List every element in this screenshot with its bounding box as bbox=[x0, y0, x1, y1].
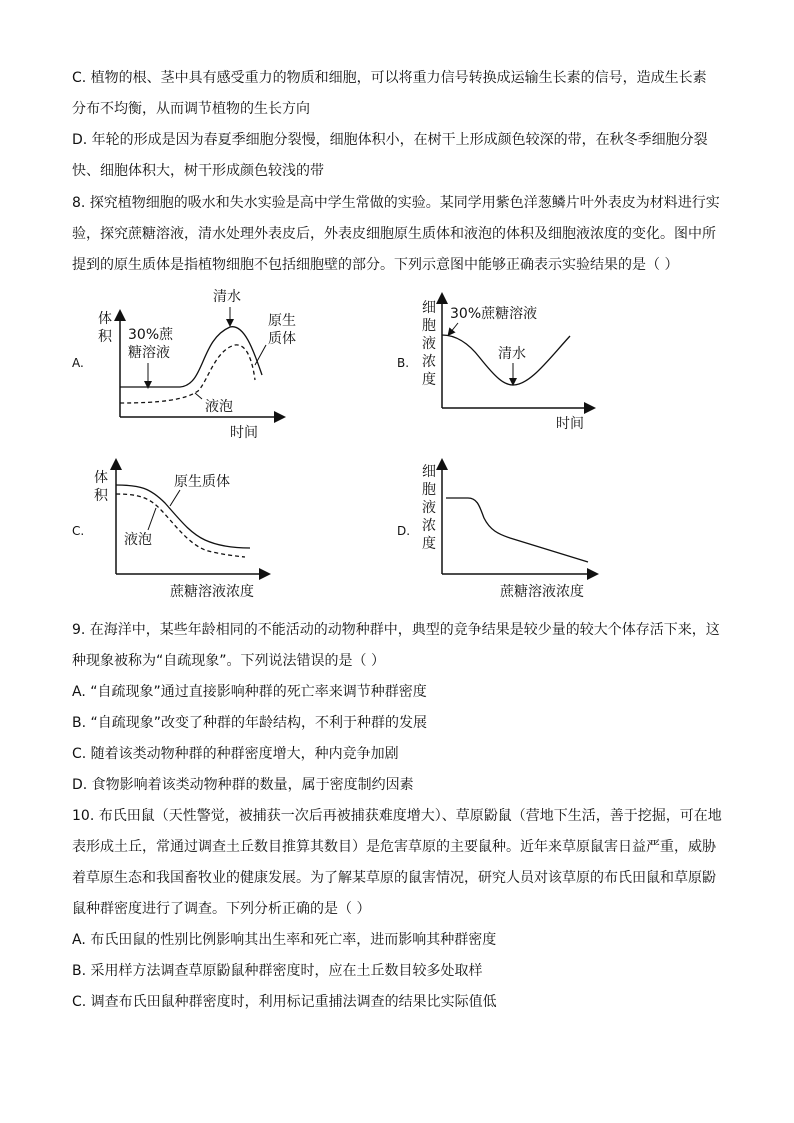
figure-a-ann-proto-1: 原生 bbox=[268, 313, 296, 329]
figure-a-ylabel-2: 积 bbox=[98, 329, 112, 345]
q9-stem-line2: 种现象被称为“自疏现象”。下列说法错误的是（ ） bbox=[72, 653, 385, 669]
figure-c-ylabel-2: 积 bbox=[94, 488, 108, 504]
figure-c-letter: C. bbox=[72, 524, 85, 538]
figure-d-concentration-curve bbox=[446, 498, 588, 562]
figure-c-xlabel: 蔗糖溶液浓度 bbox=[170, 584, 254, 600]
figure-c-vacuole-leader bbox=[148, 508, 156, 530]
figure-b-ylabel-1: 细 bbox=[422, 300, 436, 316]
q7-option-c-line2: 分布不均衡，从而调节植物的生长方向 bbox=[72, 101, 310, 117]
figure-a-letter: A. bbox=[72, 356, 84, 370]
figure-a-xlabel: 时间 bbox=[230, 425, 258, 441]
figure-c-ann-proto: 原生质体 bbox=[174, 474, 230, 490]
figure-b-ylabel-2: 胞 bbox=[422, 318, 436, 334]
figure-b-sucrose-arrow bbox=[450, 323, 458, 333]
figure-d bbox=[418, 458, 618, 606]
figure-a-proto-leader bbox=[255, 345, 266, 365]
q10-option-c: C. 调查布氏田鼠种群密度时，利用标记重捕法调查的结果比实际值低 bbox=[72, 994, 497, 1010]
figure-d-ylabel-2: 胞 bbox=[422, 482, 436, 498]
figure-b-xlabel: 时间 bbox=[556, 416, 584, 432]
figure-d-ylabel-1: 细 bbox=[422, 464, 436, 480]
q9-option-d: D. 食物影响着该类动物种群的数量，属于密度制约因素 bbox=[72, 777, 414, 793]
figure-b-ann-sucrose: 30%蔗糖溶液 bbox=[450, 306, 538, 322]
q10-option-a: A. 布氏田鼠的性别比例影响其出生率和死亡率，进而影响其种群密度 bbox=[72, 932, 497, 948]
figure-b-ylabel-5: 度 bbox=[422, 372, 436, 388]
q9-option-a: A. “自疏现象”通过直接影响种群的死亡率来调节种群密度 bbox=[72, 684, 427, 700]
q7-option-d-line2: 快、细胞体积大，树干形成颜色较浅的带 bbox=[72, 163, 324, 179]
q8-stem-line2: 验，探究蔗糖溶液，清水处理外表皮后，外表皮细胞原生质体和液泡的体积及细胞液浓度的变化。图中所 bbox=[72, 226, 716, 242]
figure-a-ann-sucrose-2: 糖溶液 bbox=[128, 345, 170, 361]
q9-option-b: B. “自疏现象”改变了种群的年龄结构，不利于种群的发展 bbox=[72, 715, 428, 731]
figure-c-ann-vacuole: 液泡 bbox=[124, 532, 152, 548]
figure-c bbox=[90, 458, 310, 606]
figure-b-ylabel-3: 液 bbox=[422, 336, 436, 352]
figure-a-ann-vacuole: 液泡 bbox=[205, 399, 233, 415]
figure-d-ylabel-4: 浓 bbox=[422, 518, 436, 534]
figure-a-ann-proto-2: 质体 bbox=[268, 331, 296, 347]
q8-stem-line3: 提到的原生质体是指植物细胞不包括细胞壁的部分。下列示意图中能够正确表示实验结果的是（ ） bbox=[72, 257, 679, 273]
q10-stem-line2: 表形成土丘，常通过调查土丘数目推算其数目）是危害草原的主要鼠种。近年来草原鼠害日益严重，威胁 bbox=[72, 839, 716, 855]
q9-stem-line1: 9. 在海洋中，某些年龄相同的不能活动的动物种群中，典型的竞争结果是较少量的较大个体存活下来，这 bbox=[72, 622, 720, 638]
q10-stem-line3: 着草原生态和我国畜牧业的健康发展。为了解某草原的鼠害情况，研究人员对该草原的布氏田鼠和草原鼢 bbox=[72, 870, 716, 886]
figure-d-xlabel: 蔗糖溶液浓度 bbox=[500, 584, 584, 600]
figure-b-letter: B. bbox=[397, 356, 410, 370]
q10-option-b: B. 采用样方法调查草原鼢鼠种群密度时，应在土丘数目较多处取样 bbox=[72, 963, 483, 979]
q9-option-c: C. 随着该类动物种群的种群密度增大，种内竞争加剧 bbox=[72, 746, 399, 762]
q10-stem-line1: 10. 布氏田鼠（天性警觉，被捕获一次后再被捕获难度增大）、草原鼢鼠（营地下生活，善于挖掘，可在地 bbox=[72, 808, 722, 824]
figure-a-ylabel-1: 体 bbox=[98, 311, 112, 327]
figure-b-ann-water: 清水 bbox=[498, 346, 526, 362]
figure-b bbox=[418, 290, 618, 440]
figure-d-letter: D. bbox=[397, 524, 411, 538]
figure-a-ann-water: 清水 bbox=[213, 289, 241, 305]
figure-d-ylabel-5: 度 bbox=[422, 536, 436, 552]
figure-c-proto-leader bbox=[170, 490, 180, 506]
figure-a bbox=[90, 285, 310, 445]
q10-stem-line4: 鼠种群密度进行了调查。下列分析正确的是（ ） bbox=[72, 901, 371, 917]
q7-option-c-line1: C. 植物的根、茎中具有感受重力的物质和细胞，可以将重力信号转换成运输生长素的信号，造成生长素 bbox=[72, 70, 707, 86]
figure-a-vacuole-leader bbox=[195, 393, 202, 399]
figure-d-ylabel-3: 液 bbox=[422, 500, 436, 516]
q8-stem-line1: 8. 探究植物细胞的吸水和失水实验是高中学生常做的实验。某同学用紫色洋葱鳞片叶外表皮为材料进行实 bbox=[72, 195, 720, 211]
q7-option-d-line1: D. 年轮的形成是因为春夏季细胞分裂慢，细胞体积小，在树干上形成颜色较深的带，在秋冬季细胞分裂 bbox=[72, 132, 708, 148]
figure-a-ann-sucrose-1: 30%蔗 bbox=[128, 327, 174, 343]
figure-c-ylabel-1: 体 bbox=[94, 470, 108, 486]
figure-b-ylabel-4: 浓 bbox=[422, 354, 436, 370]
